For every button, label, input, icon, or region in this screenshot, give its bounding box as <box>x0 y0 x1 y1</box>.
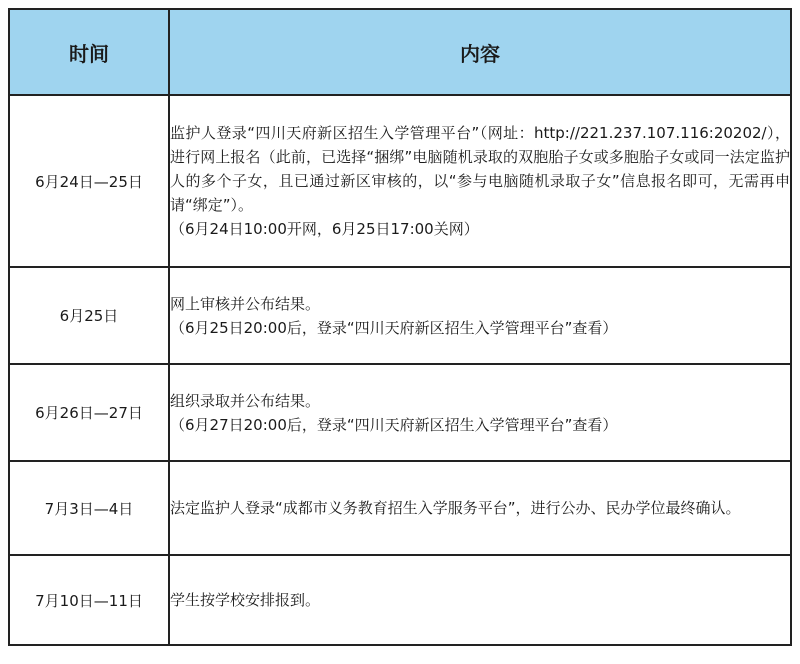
table-row <box>9 364 791 461</box>
row-content-note: （6月24日10:00开网，6月25日17:00关网） <box>170 220 479 238</box>
table-row <box>9 461 791 555</box>
table-row <box>9 95 791 267</box>
row-content-text: 网上审核并公布结果。 <box>170 294 321 313</box>
row-time: 6月26日—27日 <box>9 364 169 461</box>
header-content: 内容 <box>169 9 791 95</box>
table-row <box>9 267 791 364</box>
row-content <box>169 95 791 267</box>
row-content <box>169 267 791 364</box>
row-time: 6月24日—25日 <box>9 95 169 267</box>
row-content <box>169 555 791 645</box>
header-row <box>9 9 791 95</box>
row-content-note: （6月25日20:00后，登录“四川天府新区招生入学管理平台”查看） <box>170 318 618 337</box>
row-content-note: （6月27日20:00后，登录“四川天府新区招生入学管理平台”查看） <box>170 415 618 434</box>
row-content <box>169 364 791 461</box>
row-time: 6月25日 <box>9 267 169 364</box>
header-time: 时间 <box>9 9 169 95</box>
row-content-text: 组织录取并公布结果。 <box>170 391 321 410</box>
row-content-text: 监护人登录“四川天府新区招生入学管理平台”（网址：http://221.237.107.116:20202/），进行网上报名（此前，已选择“捆绑”电脑随机录取的双胞胎子女或多胞胎子女或同一法定监护人的多个子女，且已通过新区审核的，以“参与电脑随机录取子女”信息报名即可，无需再申请“绑定”）。 <box>170 124 790 214</box>
row-content <box>169 461 791 555</box>
row-content-text: 法定监护人登录“成都市义务教育招生入学服务平台”，进行公办、民办学位最终确认。 <box>170 499 741 517</box>
row-time: 7月10日—11日 <box>9 555 169 645</box>
row-content-text: 学生按学校安排报到。 <box>170 591 321 609</box>
row-time: 7月3日—4日 <box>9 461 169 555</box>
schedule-table <box>8 8 792 646</box>
table-row <box>9 555 791 645</box>
